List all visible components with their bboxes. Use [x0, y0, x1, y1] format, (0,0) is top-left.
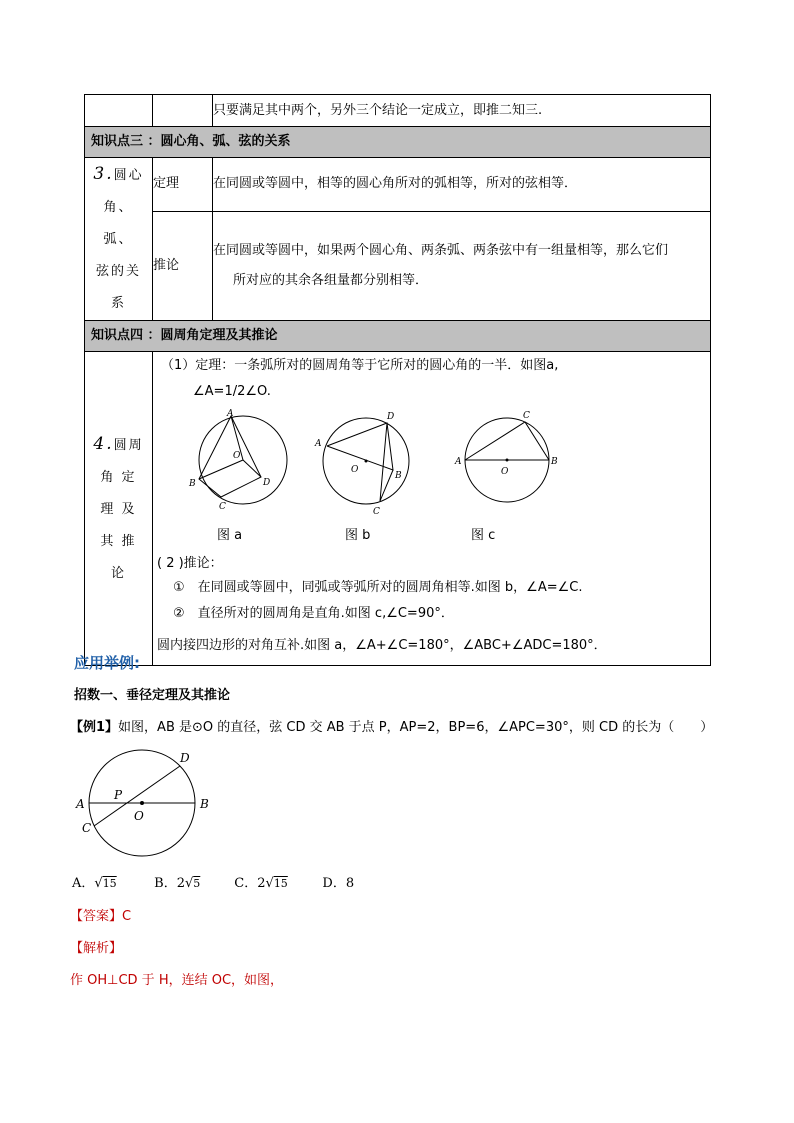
option-b[interactable] [154, 872, 230, 891]
figure-c-triangle [465, 422, 549, 460]
example1-center [140, 801, 144, 805]
figure-c-label-a: A [455, 457, 462, 467]
figure-b-center [365, 460, 368, 463]
trick1-title: 招数一、垂径定理及其推论 [74, 688, 231, 703]
theorem-text: 在同圆或等圆中，相等的圆心角所对的弧相等，所对的弦相等． [213, 158, 711, 212]
example1-text: 如图，AB 是⊙O 的直径，弦 CD 交 AB 于点 P，AP=2，BP=6，∠APC=30°，则 CD 的长为（ ） [118, 720, 714, 735]
option-d-value: 8 [345, 876, 355, 891]
figure-a [181, 408, 311, 518]
figure-c-label-b: B [551, 457, 558, 467]
answer: 【答案】C [70, 909, 132, 924]
section4-header: 知识点四 ：圆周角定理及其推论 [85, 321, 711, 352]
option-a-letter: A． [72, 876, 95, 891]
figure-a-label-d: D [263, 478, 271, 488]
section3-title-line-1: 圆心 [113, 168, 144, 183]
option-c-letter: C． [234, 876, 258, 891]
figure-a-radii [199, 460, 261, 479]
option-d-letter: D． [322, 876, 346, 891]
example1-label-o: O [134, 809, 144, 823]
figure-b-label-o: O [351, 465, 359, 475]
corollary-label: 推论 [153, 211, 213, 320]
sqrt-icon: √ [265, 876, 274, 891]
corollary4-item-1: ① 在同圆或等圆中，同弧或等弧所对的圆周角相等.如图 b，∠A=∠C. [173, 580, 583, 595]
corollary-line-1: 在同圆或等圆中，如果两个圆心角、两条弧、两条弦中有一组量相等，那么它们 [213, 242, 669, 258]
cyclic-quadrilateral-text: 圆内接四边形的对角互补.如图 a，∠A+∠C=180°，∠ABC+∠ADC=180°． [157, 638, 607, 653]
row0-text: 只要满足其中两个，另外三个结论一定成立，即推二知三. [213, 95, 711, 127]
example1-figure [72, 742, 222, 866]
figure-c-center [506, 459, 509, 462]
section4-title-1: 圆周 [113, 437, 144, 453]
example1-label-c: C [82, 821, 92, 835]
example1-options [72, 872, 382, 891]
corollary-text-cell [213, 211, 711, 320]
option-c[interactable] [234, 872, 318, 891]
theorem-label: 定理 [153, 158, 213, 212]
option-c-radicand: 15 [273, 877, 288, 890]
example1-label-p: P [114, 788, 123, 802]
figure-b-label-d: D [387, 412, 395, 422]
corollary-line-2: 所对应的其余各组量都分别相等． [233, 272, 429, 288]
examples-title: 应用举例: [74, 654, 140, 672]
section3-title-line-4: 系 [110, 296, 126, 311]
figure-a-label-c: C [219, 502, 226, 512]
section3-title-cell [85, 158, 153, 321]
section4-content-cell [153, 352, 711, 666]
figure-b-triangle-2 [380, 423, 393, 501]
option-a[interactable] [72, 872, 150, 891]
option-c-coef: 2 [257, 876, 266, 891]
section4-title-4: 其 推 [100, 533, 137, 549]
option-a-radicand: 15 [102, 877, 117, 890]
figure-b [303, 408, 433, 518]
example1-question [70, 716, 713, 735]
analysis-text: 作 OH⊥CD 于 H，连结 OC，如图， [70, 973, 284, 988]
figure-c-label-c: C [523, 411, 530, 421]
figure-a-quadrilateral [199, 416, 261, 497]
caption-a: 图 a [217, 528, 243, 543]
sqrt-icon: √ [94, 876, 103, 891]
figure-c-label-o: O [501, 467, 509, 477]
option-b-coef: 2 [176, 876, 185, 891]
row0-blank-2 [153, 95, 213, 127]
figure-c [443, 408, 573, 518]
theorem4-line-2: ∠A=1/2∠O. [193, 384, 271, 399]
figure-a-label-o: O [233, 451, 241, 461]
figure-a-label-a: A [227, 409, 234, 419]
example1-tag: 【例1】 [70, 720, 119, 735]
row0-blank-1 [85, 95, 153, 127]
analysis-title: 【解析】 [70, 941, 123, 956]
example1-label-b: B [200, 797, 209, 811]
option-b-radicand: 5 [193, 877, 201, 890]
section4-title-5: 论 [110, 565, 126, 581]
section4-number: 4. [93, 433, 114, 454]
caption-c: 图 c [471, 528, 496, 543]
figure-a-label-b: B [189, 479, 196, 489]
figure-b-label-c: C [373, 507, 380, 517]
theorem4-line-1: （1）定理：一条弧所对的圆周角等于它所对的圆心角的一半．如图a, [161, 358, 559, 373]
knowledge-table [84, 94, 711, 666]
section4-title-cell [85, 352, 153, 666]
option-d[interactable] [322, 872, 382, 891]
section4-title-2: 角 定 [100, 469, 137, 485]
section3-title-line-3: 弦的关 [95, 264, 141, 279]
section4-title-3: 理 及 [100, 501, 137, 517]
example1-label-a: A [76, 797, 85, 811]
corollary4-title: ( 2 )推论： [157, 556, 223, 571]
section3-number: 3. [93, 164, 114, 184]
option-b-letter: B． [154, 876, 177, 891]
caption-b: 图 b [345, 528, 371, 543]
example1-label-d: D [180, 751, 190, 765]
section3-title-line-2: 角、弧、 [103, 200, 134, 247]
figure-b-label-b: B [395, 471, 402, 481]
figure-b-label-a: A [315, 439, 322, 449]
section3-header: 知识点三 ：圆心角、弧、弦的关系 [85, 127, 711, 158]
sqrt-icon: √ [184, 876, 194, 891]
corollary4-item-2: ② 直径所对的圆周角是直角.如图 c,∠C=90°． [173, 606, 454, 621]
